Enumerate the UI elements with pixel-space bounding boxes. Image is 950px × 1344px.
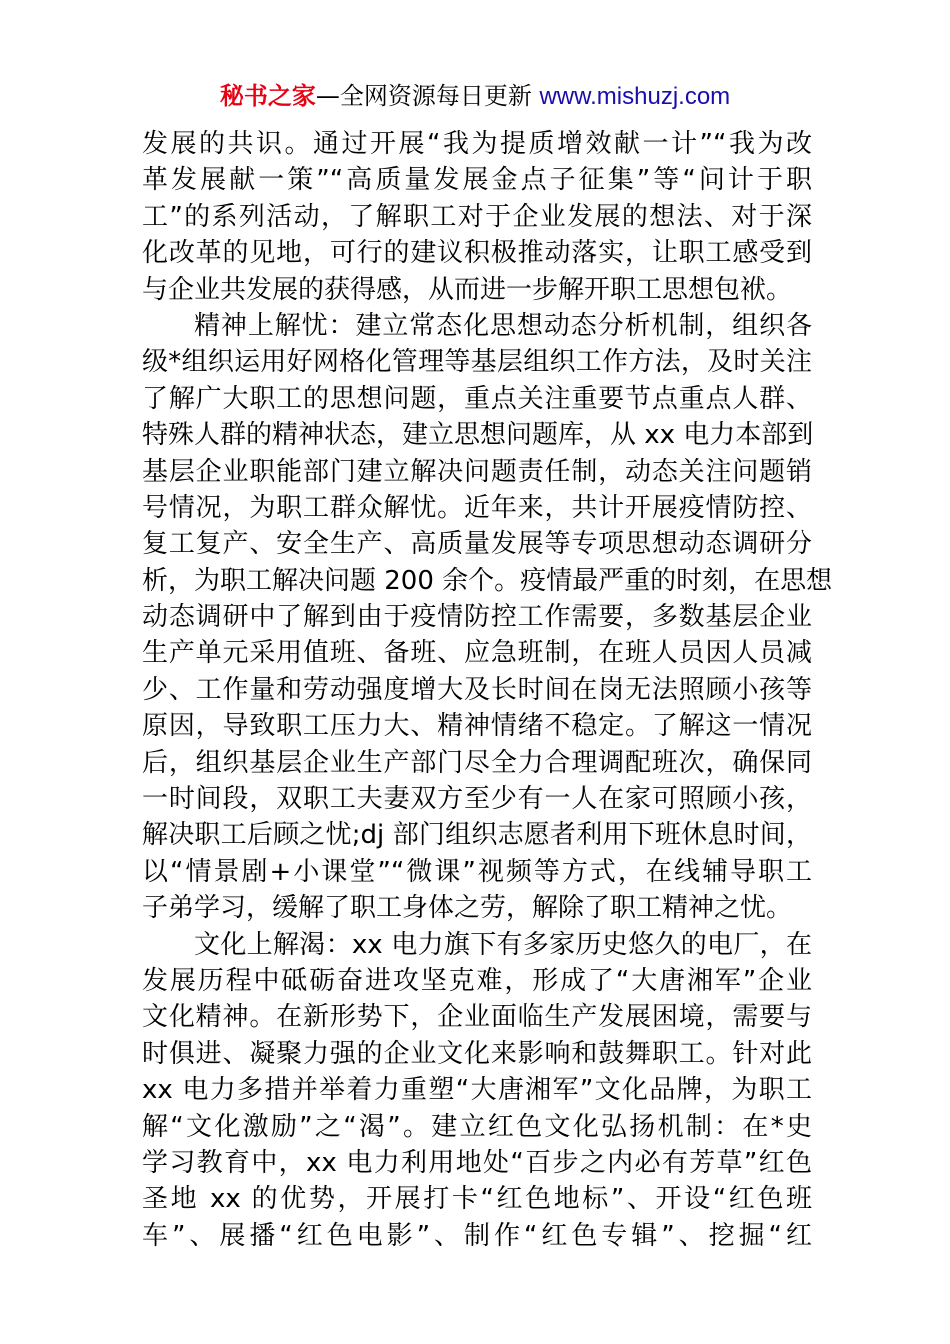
site-url-link[interactable]: www.mishuzj.com bbox=[539, 83, 731, 110]
text-line: 解“文化激励”之“渴”。建立红色文化弘扬机制：在*史 bbox=[142, 1111, 812, 1142]
text-line: 与企业共发展的获得感，从而进一步解开职工思想包袱。 bbox=[142, 274, 793, 305]
text-line: 级*组织运用好网格化管理等基层组织工作方法，及时关注 bbox=[142, 347, 812, 378]
text-line: 解决职工后顾之忧;dj 部门组织志愿者利用下班休息时间， bbox=[142, 820, 812, 851]
text-line: 工”的系列活动，了解职工对于企业发展的想法、对于深 bbox=[142, 201, 812, 232]
text-line: 复工复产、安全生产、高质量发展等专项思想动态调研分 bbox=[142, 529, 812, 560]
text-line: 发展历程中砥砺奋进攻坚克难，形成了“大唐湘军”企业 bbox=[142, 965, 812, 996]
text-line: 以“情景剧+小课堂”“微课”视频等方式，在线辅导职工 bbox=[142, 856, 812, 887]
text-line: 时俱进、凝聚力强的企业文化来影响和鼓舞职工。针对此 bbox=[142, 1038, 812, 1069]
document-body bbox=[142, 126, 833, 1254]
site-brand: 秘书之家 bbox=[219, 82, 316, 110]
text-line: 子弟学习，缓解了职工身体之劳，解除了职工精神之忧。 bbox=[142, 893, 793, 924]
text-line: 基层企业职能部门建立解决问题责任制，动态关注问题销 bbox=[142, 456, 812, 487]
text-line: 后，组织基层企业生产部门尽全力合理调配班次，确保同 bbox=[142, 747, 812, 778]
text-line: 革发展献一策”“高质量发展金点子征集”等“问计于职 bbox=[142, 165, 812, 196]
text-line: 一时间段，双职工夫妻双方至少有一人在家可照顾小孩， bbox=[142, 784, 812, 815]
text-line: 学习教育中，xx 电力利用地处“百步之内必有芳草”红色 bbox=[142, 1147, 812, 1178]
paragraph-start-line: 精神上解忧：建立常态化思想动态分析机制，组织各 bbox=[194, 310, 812, 341]
text-line: 车”、展播“红色电影”、制作“红色专辑”、挖掘“红 bbox=[142, 1220, 812, 1251]
text-line: 了解广大职工的思想问题，重点关注重要节点重点人群、 bbox=[142, 383, 812, 414]
text-line: 圣地 xx 的优势，开展打卡“红色地标”、开设“红色班 bbox=[142, 1184, 812, 1215]
text-line: 特殊人群的精神状态，建立思想问题库，从 xx 电力本部到 bbox=[142, 420, 814, 451]
text-line: 发展的共识。通过开展“我为提质增效献一计”“我为改 bbox=[142, 129, 812, 159]
text-line: xx 电力多措并举着力重塑“大唐湘军”文化品牌，为职工 bbox=[142, 1075, 812, 1106]
site-tagline: —全网资源每日更新 bbox=[315, 82, 540, 110]
text-line: 化改革的见地，可行的建议积极推动落实，让职工感受到 bbox=[142, 238, 812, 269]
text-line: 原因，导致职工压力大、精神情绪不稳定。了解这一情况 bbox=[142, 711, 812, 742]
text-line: 动态调研中了解到由于疫情防控工作需要，多数基层企业 bbox=[142, 602, 812, 633]
paragraph-start-line: 文化上解渴：xx 电力旗下有多家历史悠久的电厂，在 bbox=[194, 929, 812, 960]
text-line: 文化精神。在新形势下，企业面临生产发展困境，需要与 bbox=[142, 1002, 812, 1033]
text-line: 少、工作量和劳动强度增大及长时间在岗无法照顾小孩等 bbox=[142, 674, 812, 705]
text-line: 生产单元采用值班、备班、应急班制，在班人员因人员减 bbox=[142, 638, 812, 669]
site-header bbox=[0, 78, 950, 115]
text-line: 析，为职工解决问题 200 余个。疫情最严重的时刻，在思想 bbox=[142, 565, 833, 596]
text-line: 号情况，为职工群众解忧。近年来，共计开展疫情防控、 bbox=[142, 492, 812, 523]
